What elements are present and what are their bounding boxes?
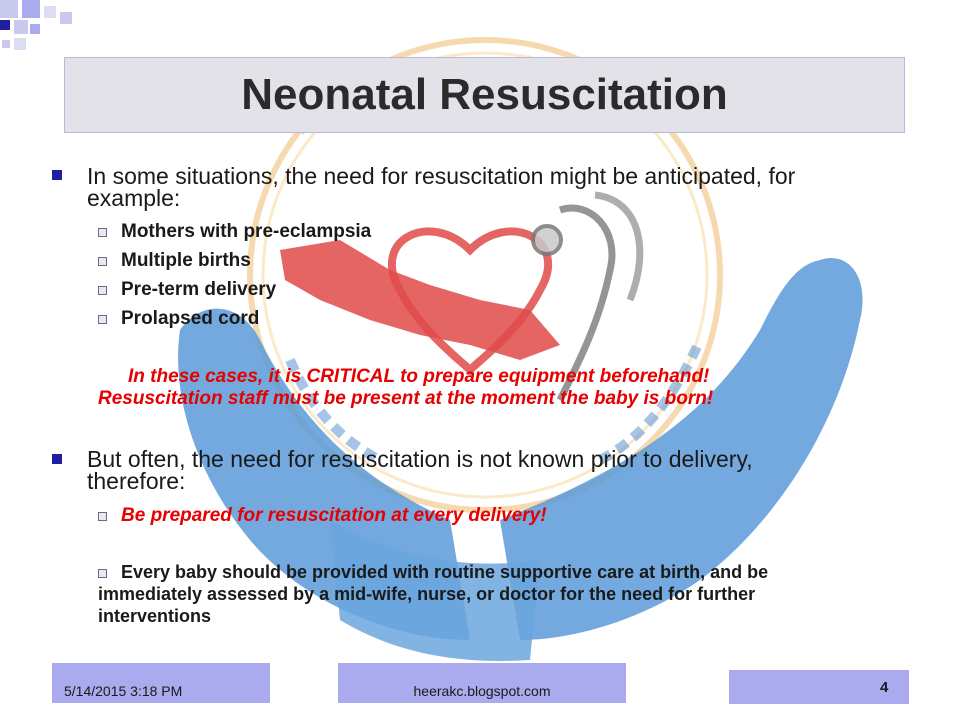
list-item: [98, 221, 371, 243]
bullet-text-1: [87, 165, 932, 209]
bullet-2-line-1: But often, the need for resuscitation is not known prior to delivery,: [87, 446, 753, 472]
sub-item-line-2: immediately assessed by a mid-wife, nurse, or doctor for the need for further: [98, 584, 756, 604]
sub-item-label: Be prepared for resuscitation at every delivery!: [121, 505, 547, 526]
footer-site: heerakc.blogspot.com: [413, 683, 551, 699]
list-item: [98, 279, 276, 301]
checkbox-icon: [98, 286, 107, 295]
sub-item-line-1: Every baby should be provided with routine supportive care at birth, and be: [121, 562, 769, 582]
sub-item-label: Mothers with pre-eclampsia: [121, 221, 372, 242]
list-item: [98, 308, 259, 330]
checkbox-icon: [98, 512, 107, 521]
bullet-2-line-2: therefore:: [87, 468, 186, 494]
footer-date: 5/14/2015 3:18 PM: [64, 683, 183, 699]
checkbox-icon: [98, 228, 107, 237]
bullet-1-line-2: example:: [87, 185, 181, 211]
checkbox-icon: [98, 315, 107, 324]
bullet-marker: [52, 454, 62, 464]
bullet-1-line-1: In some situations, the need for resuscitation might be anticipated, for: [87, 163, 796, 189]
list-item: [98, 250, 251, 272]
list-item: [98, 561, 930, 627]
warning-line-1: In these cases, it is CRITICAL to prepare equipment beforehand!: [128, 366, 710, 387]
sub-item-line-3: interventions: [98, 606, 212, 626]
sub-item-label: Pre-term delivery: [121, 279, 277, 300]
sub-item-label: Multiple births: [121, 250, 251, 271]
list-item: [98, 505, 547, 527]
page-number: 4: [880, 679, 889, 696]
checkbox-icon: [98, 257, 107, 266]
critical-warning: [98, 366, 930, 410]
bullet-marker: [52, 170, 62, 180]
checkbox-icon: [98, 569, 107, 578]
slide-title: Neonatal Resuscitation: [241, 70, 728, 119]
title-box: [64, 57, 905, 133]
sub-item-label: Prolapsed cord: [121, 308, 260, 329]
bullet-text-2: [87, 448, 932, 492]
warning-line-2: Resuscitation staff must be present at the moment the baby is born!: [98, 388, 714, 409]
